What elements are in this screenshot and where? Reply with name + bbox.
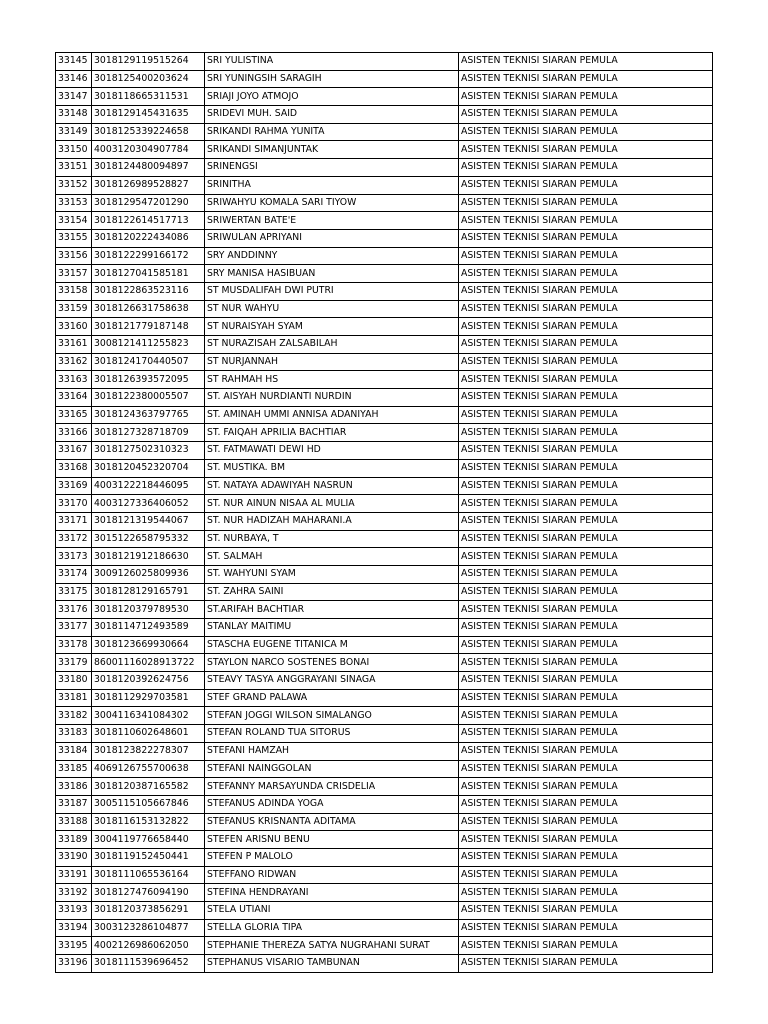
participant-name-cell: ST. NURBAYA, T	[205, 530, 459, 548]
participant-name-cell: ST.ARIFAH BACHTIAR	[205, 601, 459, 619]
participant-name-cell: ST. WAHYUNI SYAM	[205, 565, 459, 583]
position-cell: ASISTEN TEKNISI SIARAN PEMULA	[459, 300, 713, 318]
participant-name-cell: ST. MUSTIKA. BM	[205, 459, 459, 477]
row-number-cell: 33189	[56, 831, 92, 849]
row-number-cell: 33181	[56, 689, 92, 707]
row-number-cell: 33148	[56, 106, 92, 124]
participant-name-cell: ST. NUR HADIZAH MAHARANI.A	[205, 512, 459, 530]
position-cell: ASISTEN TEKNISI SIARAN PEMULA	[459, 760, 713, 778]
row-number-cell: 33177	[56, 619, 92, 637]
row-number-cell: 33190	[56, 848, 92, 866]
position-cell: ASISTEN TEKNISI SIARAN PEMULA	[459, 512, 713, 530]
participant-name-cell: STAYLON NARCO SOSTENES BONAI	[205, 654, 459, 672]
table-row	[56, 760, 713, 778]
row-number-cell: 33174	[56, 565, 92, 583]
registration-number-cell: 3018123669930664	[92, 636, 205, 654]
participant-name-cell: ST. AISYAH NURDIANTI NURDIN	[205, 389, 459, 407]
position-cell: ASISTEN TEKNISI SIARAN PEMULA	[459, 601, 713, 619]
registration-number-cell: 3004119776658440	[92, 831, 205, 849]
row-number-cell: 33178	[56, 636, 92, 654]
registration-number-cell: 3018126393572095	[92, 371, 205, 389]
table-row	[56, 778, 713, 796]
row-number-cell: 33171	[56, 512, 92, 530]
table-row	[56, 831, 713, 849]
participant-name-cell: ST. NATAYA ADAWIYAH NASRUN	[205, 477, 459, 495]
registration-number-cell: 3018122380005507	[92, 389, 205, 407]
table-row	[56, 300, 713, 318]
registration-number-cell: 3018129547201290	[92, 194, 205, 212]
table-row	[56, 902, 713, 920]
row-number-cell: 33172	[56, 530, 92, 548]
registration-number-cell: 3018124480094897	[92, 159, 205, 177]
position-cell: ASISTEN TEKNISI SIARAN PEMULA	[459, 530, 713, 548]
table-row	[56, 636, 713, 654]
position-cell: ASISTEN TEKNISI SIARAN PEMULA	[459, 442, 713, 460]
participant-name-cell: ST NURAZISAH ZALSABILAH	[205, 336, 459, 354]
row-number-cell: 33170	[56, 495, 92, 513]
table-row	[56, 318, 713, 336]
participant-name-cell: SRINENGSI	[205, 159, 459, 177]
registration-number-cell: 86001116028913722	[92, 654, 205, 672]
registration-number-cell: 3018111065536164	[92, 866, 205, 884]
position-cell: ASISTEN TEKNISI SIARAN PEMULA	[459, 106, 713, 124]
position-cell: ASISTEN TEKNISI SIARAN PEMULA	[459, 795, 713, 813]
participant-name-cell: SRINITHA	[205, 176, 459, 194]
table-row	[56, 106, 713, 124]
row-number-cell: 33176	[56, 601, 92, 619]
row-number-cell: 33180	[56, 672, 92, 690]
participant-name-cell: STEFANUS ADINDA YOGA	[205, 795, 459, 813]
table-row	[56, 848, 713, 866]
participant-name-cell: STEFFANO RIDWAN	[205, 866, 459, 884]
participant-name-cell: STEFEN ARISNU BENU	[205, 831, 459, 849]
table-row	[56, 88, 713, 106]
table-row	[56, 70, 713, 88]
row-number-cell: 33150	[56, 141, 92, 159]
registration-number-cell: 3018120222434086	[92, 229, 205, 247]
row-number-cell: 33159	[56, 300, 92, 318]
row-number-cell: 33166	[56, 424, 92, 442]
table-row	[56, 955, 713, 973]
row-number-cell: 33187	[56, 795, 92, 813]
table-row	[56, 601, 713, 619]
table-row	[56, 229, 713, 247]
table-row	[56, 477, 713, 495]
table-row	[56, 141, 713, 159]
registration-number-cell: 3003123286104877	[92, 919, 205, 937]
participant-table	[55, 52, 713, 973]
registration-number-cell: 3018119152450441	[92, 848, 205, 866]
row-number-cell: 33191	[56, 866, 92, 884]
row-number-cell: 33169	[56, 477, 92, 495]
row-number-cell: 33145	[56, 53, 92, 71]
table-row	[56, 813, 713, 831]
position-cell: ASISTEN TEKNISI SIARAN PEMULA	[459, 866, 713, 884]
position-cell: ASISTEN TEKNISI SIARAN PEMULA	[459, 459, 713, 477]
row-number-cell: 33162	[56, 353, 92, 371]
position-cell: ASISTEN TEKNISI SIARAN PEMULA	[459, 672, 713, 690]
registration-number-cell: 3018114712493589	[92, 619, 205, 637]
table-row	[56, 725, 713, 743]
position-cell: ASISTEN TEKNISI SIARAN PEMULA	[459, 565, 713, 583]
row-number-cell: 33161	[56, 336, 92, 354]
participant-name-cell: SRIWERTAN BATE'E	[205, 212, 459, 230]
registration-number-cell: 3018124363797765	[92, 406, 205, 424]
participant-name-cell: STANLAY MAITIMU	[205, 619, 459, 637]
registration-number-cell: 4002126986062050	[92, 937, 205, 955]
registration-number-cell: 3018121912186630	[92, 548, 205, 566]
participant-name-cell: STEPHANUS VISARIO TAMBUNAN	[205, 955, 459, 973]
table-row	[56, 406, 713, 424]
registration-number-cell: 3018111539696452	[92, 955, 205, 973]
registration-number-cell: 3018125400203624	[92, 70, 205, 88]
participant-name-cell: SRIDEVI MUH. SAID	[205, 106, 459, 124]
participant-name-cell: ST. AMINAH UMMI ANNISA ADANIYAH	[205, 406, 459, 424]
position-cell: ASISTEN TEKNISI SIARAN PEMULA	[459, 282, 713, 300]
registration-number-cell: 3018120452320704	[92, 459, 205, 477]
participant-name-cell: STEFAN JOGGI WILSON SIMALANGO	[205, 707, 459, 725]
position-cell: ASISTEN TEKNISI SIARAN PEMULA	[459, 123, 713, 141]
row-number-cell: 33182	[56, 707, 92, 725]
registration-number-cell: 3018127476094190	[92, 884, 205, 902]
position-cell: ASISTEN TEKNISI SIARAN PEMULA	[459, 725, 713, 743]
table-row	[56, 459, 713, 477]
participant-name-cell: SRIWULAN APRIYANI	[205, 229, 459, 247]
registration-number-cell: 3018118665311531	[92, 88, 205, 106]
position-cell: ASISTEN TEKNISI SIARAN PEMULA	[459, 353, 713, 371]
position-cell: ASISTEN TEKNISI SIARAN PEMULA	[459, 778, 713, 796]
registration-number-cell: 3018112929703581	[92, 689, 205, 707]
row-number-cell: 33154	[56, 212, 92, 230]
position-cell: ASISTEN TEKNISI SIARAN PEMULA	[459, 318, 713, 336]
participant-name-cell: STELLA GLORIA TIPA	[205, 919, 459, 937]
table-row	[56, 176, 713, 194]
position-cell: ASISTEN TEKNISI SIARAN PEMULA	[459, 583, 713, 601]
registration-number-cell: 3015122658795332	[92, 530, 205, 548]
table-row	[56, 866, 713, 884]
position-cell: ASISTEN TEKNISI SIARAN PEMULA	[459, 636, 713, 654]
registration-number-cell: 3018122299166172	[92, 247, 205, 265]
table-row	[56, 583, 713, 601]
position-cell: ASISTEN TEKNISI SIARAN PEMULA	[459, 831, 713, 849]
table-row	[56, 884, 713, 902]
row-number-cell: 33147	[56, 88, 92, 106]
position-cell: ASISTEN TEKNISI SIARAN PEMULA	[459, 689, 713, 707]
table-row	[56, 937, 713, 955]
registration-number-cell: 3018129145431635	[92, 106, 205, 124]
position-cell: ASISTEN TEKNISI SIARAN PEMULA	[459, 902, 713, 920]
row-number-cell: 33163	[56, 371, 92, 389]
registration-number-cell: 4003122218446095	[92, 477, 205, 495]
row-number-cell: 33146	[56, 70, 92, 88]
participant-name-cell: SRIAJI JOYO ATMOJO	[205, 88, 459, 106]
table-row	[56, 672, 713, 690]
participant-name-cell: SRY MANISA HASIBUAN	[205, 265, 459, 283]
row-number-cell: 33158	[56, 282, 92, 300]
position-cell: ASISTEN TEKNISI SIARAN PEMULA	[459, 229, 713, 247]
position-cell: ASISTEN TEKNISI SIARAN PEMULA	[459, 371, 713, 389]
position-cell: ASISTEN TEKNISI SIARAN PEMULA	[459, 495, 713, 513]
position-cell: ASISTEN TEKNISI SIARAN PEMULA	[459, 141, 713, 159]
position-cell: ASISTEN TEKNISI SIARAN PEMULA	[459, 247, 713, 265]
row-number-cell: 33188	[56, 813, 92, 831]
participant-name-cell: SRIKANDI SIMANJUNTAK	[205, 141, 459, 159]
table-row	[56, 565, 713, 583]
table-row	[56, 389, 713, 407]
row-number-cell: 33175	[56, 583, 92, 601]
position-cell: ASISTEN TEKNISI SIARAN PEMULA	[459, 548, 713, 566]
registration-number-cell: 3018123822278307	[92, 742, 205, 760]
table-row	[56, 282, 713, 300]
registration-number-cell: 3018126631758638	[92, 300, 205, 318]
table-row	[56, 247, 713, 265]
table-row	[56, 707, 713, 725]
position-cell: ASISTEN TEKNISI SIARAN PEMULA	[459, 955, 713, 973]
row-number-cell: 33155	[56, 229, 92, 247]
registration-number-cell: 3018129119515264	[92, 53, 205, 71]
position-cell: ASISTEN TEKNISI SIARAN PEMULA	[459, 53, 713, 71]
participant-name-cell: STELA UTIANI	[205, 902, 459, 920]
registration-number-cell: 3018121779187148	[92, 318, 205, 336]
participant-name-cell: ST. ZAHRA SAINI	[205, 583, 459, 601]
registration-number-cell: 3018122863523116	[92, 282, 205, 300]
row-number-cell: 33168	[56, 459, 92, 477]
row-number-cell: 33156	[56, 247, 92, 265]
table-row	[56, 353, 713, 371]
participant-name-cell: SRIWAHYU KOMALA SARI TIYOW	[205, 194, 459, 212]
participant-name-cell: ST RAHMAH HS	[205, 371, 459, 389]
participant-name-cell: STEF GRAND PALAWA	[205, 689, 459, 707]
participant-name-cell: ST NURJANNAH	[205, 353, 459, 371]
position-cell: ASISTEN TEKNISI SIARAN PEMULA	[459, 654, 713, 672]
participant-name-cell: STEFINA HENDRAYANI	[205, 884, 459, 902]
registration-number-cell: 3018124170440507	[92, 353, 205, 371]
participant-name-cell: ST NURAISYAH SYAM	[205, 318, 459, 336]
registration-number-cell: 3018127502310323	[92, 442, 205, 460]
row-number-cell: 33179	[56, 654, 92, 672]
row-number-cell: 33185	[56, 760, 92, 778]
position-cell: ASISTEN TEKNISI SIARAN PEMULA	[459, 707, 713, 725]
table-row	[56, 53, 713, 71]
table-row	[56, 212, 713, 230]
table-row	[56, 512, 713, 530]
row-number-cell: 33193	[56, 902, 92, 920]
position-cell: ASISTEN TEKNISI SIARAN PEMULA	[459, 70, 713, 88]
registration-number-cell: 3018120379789530	[92, 601, 205, 619]
registration-number-cell: 3018110602648601	[92, 725, 205, 743]
table-row	[56, 424, 713, 442]
registration-number-cell: 3018116153132822	[92, 813, 205, 831]
participant-name-cell: STEFANUS KRISNANTA ADITAMA	[205, 813, 459, 831]
row-number-cell: 33192	[56, 884, 92, 902]
participant-name-cell: STEAVY TASYA ANGGRAYANI SINAGA	[205, 672, 459, 690]
participant-name-cell: ST. FATMAWATI DEWI HD	[205, 442, 459, 460]
participant-name-cell: ST NUR WAHYU	[205, 300, 459, 318]
position-cell: ASISTEN TEKNISI SIARAN PEMULA	[459, 159, 713, 177]
table-row	[56, 530, 713, 548]
registration-number-cell: 4069126755700638	[92, 760, 205, 778]
participant-name-cell: ST MUSDALIFAH DWI PUTRI	[205, 282, 459, 300]
table-row	[56, 442, 713, 460]
participant-name-cell: ST. NUR AINUN NISAA AL MULIA	[205, 495, 459, 513]
registration-number-cell: 3018120392624756	[92, 672, 205, 690]
participant-name-cell: SRI YUNINGSIH SARAGIH	[205, 70, 459, 88]
position-cell: ASISTEN TEKNISI SIARAN PEMULA	[459, 848, 713, 866]
position-cell: ASISTEN TEKNISI SIARAN PEMULA	[459, 265, 713, 283]
row-number-cell: 33194	[56, 919, 92, 937]
position-cell: ASISTEN TEKNISI SIARAN PEMULA	[459, 477, 713, 495]
participant-name-cell: ST. FAIQAH APRILIA BACHTIAR	[205, 424, 459, 442]
table-row	[56, 265, 713, 283]
participant-name-cell: STEFANI NAINGGOLAN	[205, 760, 459, 778]
table-row	[56, 654, 713, 672]
row-number-cell: 33157	[56, 265, 92, 283]
registration-number-cell: 3018121319544067	[92, 512, 205, 530]
position-cell: ASISTEN TEKNISI SIARAN PEMULA	[459, 742, 713, 760]
row-number-cell: 33195	[56, 937, 92, 955]
row-number-cell: 33165	[56, 406, 92, 424]
registration-number-cell: 3009126025809936	[92, 565, 205, 583]
position-cell: ASISTEN TEKNISI SIARAN PEMULA	[459, 937, 713, 955]
position-cell: ASISTEN TEKNISI SIARAN PEMULA	[459, 884, 713, 902]
registration-number-cell: 3018127328718709	[92, 424, 205, 442]
row-number-cell: 33152	[56, 176, 92, 194]
participant-name-cell: STEFANI HAMZAH	[205, 742, 459, 760]
position-cell: ASISTEN TEKNISI SIARAN PEMULA	[459, 424, 713, 442]
table-row	[56, 548, 713, 566]
participant-name-cell: STEPHANIE THEREZA SATYA NUGRAHANI SURAT	[205, 937, 459, 955]
row-number-cell: 33167	[56, 442, 92, 460]
table-row	[56, 795, 713, 813]
table-row	[56, 336, 713, 354]
registration-number-cell: 3018120373856291	[92, 902, 205, 920]
row-number-cell: 33160	[56, 318, 92, 336]
row-number-cell: 33183	[56, 725, 92, 743]
registration-number-cell: 4003127336406052	[92, 495, 205, 513]
row-number-cell: 33151	[56, 159, 92, 177]
participant-name-cell: STEFEN P MALOLO	[205, 848, 459, 866]
position-cell: ASISTEN TEKNISI SIARAN PEMULA	[459, 813, 713, 831]
registration-number-cell: 3018128129165791	[92, 583, 205, 601]
registration-number-cell: 3018122614517713	[92, 212, 205, 230]
row-number-cell: 33186	[56, 778, 92, 796]
registration-number-cell: 3008121411255823	[92, 336, 205, 354]
registration-number-cell: 4003120304907784	[92, 141, 205, 159]
participant-table-body	[56, 53, 713, 973]
registration-number-cell: 3018125339224658	[92, 123, 205, 141]
position-cell: ASISTEN TEKNISI SIARAN PEMULA	[459, 194, 713, 212]
registration-number-cell: 3005115105667846	[92, 795, 205, 813]
registration-number-cell: 3004116341084302	[92, 707, 205, 725]
participant-name-cell: SRY ANDDINNY	[205, 247, 459, 265]
table-row	[56, 194, 713, 212]
row-number-cell: 33164	[56, 389, 92, 407]
registration-number-cell: 3018120387165582	[92, 778, 205, 796]
row-number-cell: 33196	[56, 955, 92, 973]
registration-number-cell: 3018127041585181	[92, 265, 205, 283]
position-cell: ASISTEN TEKNISI SIARAN PEMULA	[459, 406, 713, 424]
position-cell: ASISTEN TEKNISI SIARAN PEMULA	[459, 88, 713, 106]
table-row	[56, 159, 713, 177]
participant-name-cell: SRI YULISTINA	[205, 53, 459, 71]
table-row	[56, 919, 713, 937]
participant-name-cell: SRIKANDI RAHMA YUNITA	[205, 123, 459, 141]
row-number-cell: 33153	[56, 194, 92, 212]
position-cell: ASISTEN TEKNISI SIARAN PEMULA	[459, 919, 713, 937]
participant-name-cell: STASCHA EUGENE TITANICA M	[205, 636, 459, 654]
position-cell: ASISTEN TEKNISI SIARAN PEMULA	[459, 212, 713, 230]
participant-name-cell: STEFANNY MARSAYUNDA CRISDELIA	[205, 778, 459, 796]
position-cell: ASISTEN TEKNISI SIARAN PEMULA	[459, 176, 713, 194]
participant-name-cell: ST. SALMAH	[205, 548, 459, 566]
position-cell: ASISTEN TEKNISI SIARAN PEMULA	[459, 389, 713, 407]
table-row	[56, 495, 713, 513]
row-number-cell: 33173	[56, 548, 92, 566]
table-row	[56, 742, 713, 760]
table-row	[56, 619, 713, 637]
participant-name-cell: STEFAN ROLAND TUA SITORUS	[205, 725, 459, 743]
row-number-cell: 33149	[56, 123, 92, 141]
position-cell: ASISTEN TEKNISI SIARAN PEMULA	[459, 336, 713, 354]
table-row	[56, 689, 713, 707]
position-cell: ASISTEN TEKNISI SIARAN PEMULA	[459, 619, 713, 637]
table-row	[56, 123, 713, 141]
table-row	[56, 371, 713, 389]
registration-number-cell: 3018126989528827	[92, 176, 205, 194]
row-number-cell: 33184	[56, 742, 92, 760]
